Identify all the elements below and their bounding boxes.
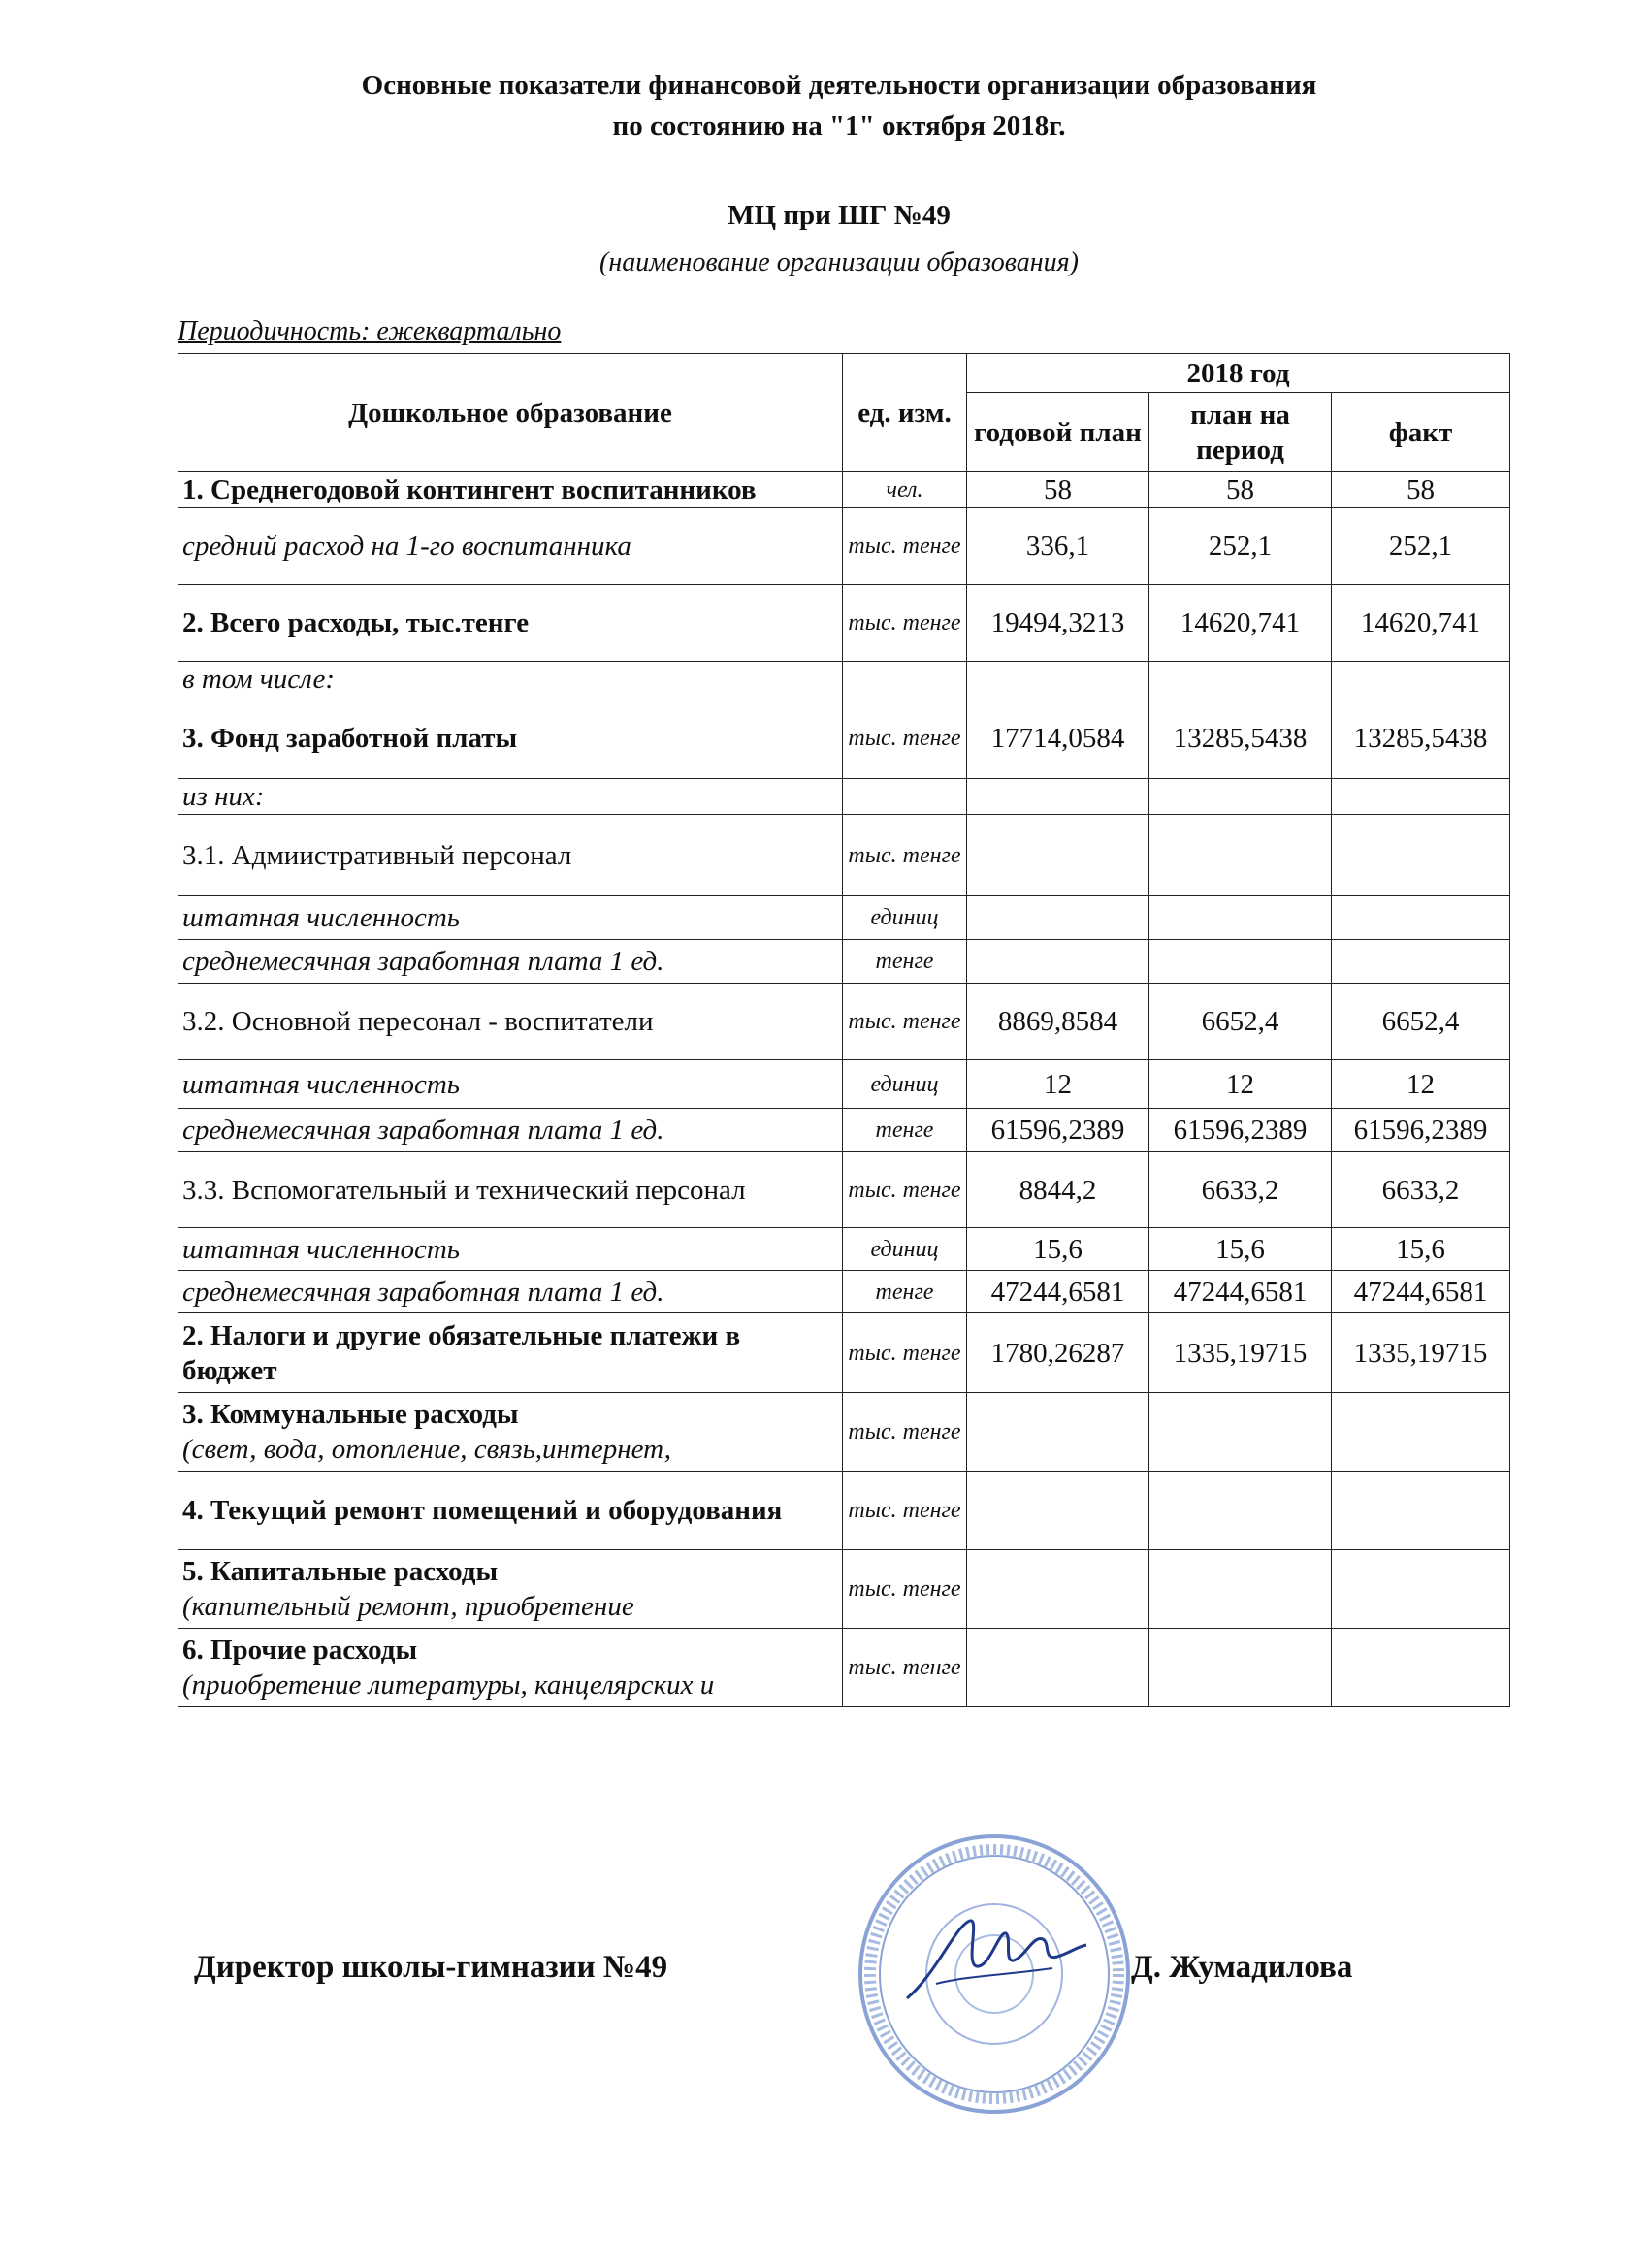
header-year: 2018 год — [967, 354, 1510, 393]
row-unit: тенге — [843, 1109, 967, 1152]
row-unit: тыс. тенге — [843, 984, 967, 1060]
cell-fact — [1332, 940, 1510, 984]
row-name: 3.1. Адмиистративный персонал — [178, 815, 843, 896]
row-name: 3. Фонд заработной платы — [178, 697, 843, 779]
financial-table — [178, 353, 1510, 1707]
cell-annual — [967, 815, 1149, 896]
cell-period — [1149, 1629, 1332, 1707]
row-name-main: 3. Коммунальные расходы — [182, 1399, 519, 1430]
director-title: Директор школы-гимназии №49 — [194, 1950, 668, 1985]
cell-fact: 61596,2389 — [1332, 1109, 1510, 1152]
cell-period: 47244,6581 — [1149, 1271, 1332, 1313]
row-unit: тенге — [843, 940, 967, 984]
table-row — [178, 508, 1510, 585]
row-unit: тыс. тенге — [843, 697, 967, 779]
row-name-main: 6. Прочие расходы — [182, 1635, 418, 1666]
cell-period: 61596,2389 — [1149, 1109, 1332, 1152]
cell-fact: 14620,741 — [1332, 585, 1510, 662]
cell-annual: 19494,3213 — [967, 585, 1149, 662]
cell-annual: 17714,0584 — [967, 697, 1149, 779]
cell-fact — [1332, 1393, 1510, 1472]
row-name-sub: (приобретение литературы, канцелярских и — [182, 1669, 715, 1701]
cell-fact: 252,1 — [1332, 508, 1510, 585]
row-name: штатная численность — [178, 1228, 843, 1271]
cell-period — [1149, 1550, 1332, 1629]
document-title: Основные показатели финансовой деятельности организации образования — [361, 70, 1317, 101]
row-unit: тыс. тенге — [843, 1472, 967, 1550]
cell-annual — [967, 940, 1149, 984]
cell-period: 1335,19715 — [1149, 1313, 1332, 1393]
row-name — [178, 1550, 843, 1629]
cell-fact — [1332, 779, 1510, 815]
row-name-sub: (капительный ремонт, приобретение — [182, 1591, 634, 1622]
cell-period: 6652,4 — [1149, 984, 1332, 1060]
cell-annual: 61596,2389 — [967, 1109, 1149, 1152]
cell-period: 15,6 — [1149, 1228, 1332, 1271]
cell-annual — [967, 779, 1149, 815]
cell-period: 13285,5438 — [1149, 697, 1332, 779]
table-row — [178, 1472, 1510, 1550]
row-unit: тыс. тенге — [843, 585, 967, 662]
row-unit: тыс. тенге — [843, 815, 967, 896]
row-unit — [843, 662, 967, 697]
table-row — [178, 984, 1510, 1060]
header-name: Дошкольное образование — [178, 354, 843, 472]
row-name — [178, 1629, 843, 1707]
cell-annual: 12 — [967, 1060, 1149, 1109]
table-row — [178, 815, 1510, 896]
row-name: 3.2. Основной пересонал - воспитатели — [178, 984, 843, 1060]
cell-period — [1149, 1393, 1332, 1472]
cell-fact: 1335,19715 — [1332, 1313, 1510, 1393]
table-row — [178, 779, 1510, 815]
cell-annual: 8869,8584 — [967, 984, 1149, 1060]
row-name: 2. Налоги и другие обязательные платежи в бюджет — [178, 1313, 843, 1393]
cell-annual: 47244,6581 — [967, 1271, 1149, 1313]
row-name: 4. Текущий ремонт помещений и оборудования — [178, 1472, 843, 1550]
row-unit: единиц — [843, 1228, 967, 1271]
cell-fact — [1332, 815, 1510, 896]
document-date: по состоянию на "1" октября 2018г. — [612, 111, 1066, 142]
cell-fact: 58 — [1332, 472, 1510, 508]
header-annual: годовой план — [967, 393, 1149, 472]
cell-fact — [1332, 1472, 1510, 1550]
periodicity: Периодичность: ежеквартально — [178, 316, 562, 346]
cell-annual — [967, 1550, 1149, 1629]
row-name: 1. Среднегодовой контингент воспитанников — [178, 472, 843, 508]
row-unit: тенге — [843, 1271, 967, 1313]
row-unit: тыс. тенге — [843, 1550, 967, 1629]
row-unit: тыс. тенге — [843, 508, 967, 585]
row-name: штатная численность — [178, 1060, 843, 1109]
cell-period: 252,1 — [1149, 508, 1332, 585]
cell-fact: 12 — [1332, 1060, 1510, 1109]
cell-annual: 1780,26287 — [967, 1313, 1149, 1393]
row-unit: тыс. тенге — [843, 1313, 967, 1393]
cell-annual: 15,6 — [967, 1228, 1149, 1271]
cell-period: 6633,2 — [1149, 1152, 1332, 1228]
header-fact: факт — [1332, 393, 1510, 472]
cell-period: 12 — [1149, 1060, 1332, 1109]
row-name: 2. Всего расходы, тыс.тенге — [178, 585, 843, 662]
table-row — [178, 1313, 1510, 1393]
table-row — [178, 1060, 1510, 1109]
row-name: средний расход на 1-го воспитанника — [178, 508, 843, 585]
director-signature — [897, 1906, 1091, 2013]
cell-fact — [1332, 896, 1510, 940]
table-row — [178, 896, 1510, 940]
table-row — [178, 1629, 1510, 1707]
table-row — [178, 1152, 1510, 1228]
row-name: в том числе: — [178, 662, 843, 697]
table-row — [178, 662, 1510, 697]
table-row — [178, 585, 1510, 662]
row-name: штатная численность — [178, 896, 843, 940]
cell-annual — [967, 1393, 1149, 1472]
table-row — [178, 1109, 1510, 1152]
director-name: Д. Жумадилова — [1131, 1950, 1353, 1985]
row-name: среднемесячная заработная плата 1 ед. — [178, 940, 843, 984]
cell-annual — [967, 1472, 1149, 1550]
header-period: план на период — [1149, 393, 1332, 472]
row-name: из них: — [178, 779, 843, 815]
table-row — [178, 1393, 1510, 1472]
row-name-sub: (свет, вода, отопление, связь,интернет, — [182, 1434, 672, 1465]
cell-period: 14620,741 — [1149, 585, 1332, 662]
cell-period — [1149, 779, 1332, 815]
organization-note: (наименование организации образования) — [599, 247, 1079, 277]
table-row — [178, 697, 1510, 779]
cell-annual: 8844,2 — [967, 1152, 1149, 1228]
cell-period — [1149, 1472, 1332, 1550]
table-row — [178, 1550, 1510, 1629]
cell-fact: 15,6 — [1332, 1228, 1510, 1271]
cell-fact — [1332, 662, 1510, 697]
row-name: среднемесячная заработная плата 1 ед. — [178, 1271, 843, 1313]
row-unit: чел. — [843, 472, 967, 508]
cell-fact — [1332, 1629, 1510, 1707]
table-row — [178, 940, 1510, 984]
cell-period — [1149, 815, 1332, 896]
cell-period: 58 — [1149, 472, 1332, 508]
row-name — [178, 1393, 843, 1472]
row-unit: тыс. тенге — [843, 1629, 967, 1707]
cell-period — [1149, 662, 1332, 697]
cell-period — [1149, 896, 1332, 940]
row-unit: единиц — [843, 896, 967, 940]
header-unit: ед. изм. — [843, 354, 967, 472]
cell-annual — [967, 896, 1149, 940]
cell-fact: 13285,5438 — [1332, 697, 1510, 779]
cell-annual: 336,1 — [967, 508, 1149, 585]
cell-fact — [1332, 1550, 1510, 1629]
row-unit: тыс. тенге — [843, 1152, 967, 1228]
cell-fact: 6652,4 — [1332, 984, 1510, 1060]
row-name-main: 5. Капитальные расходы — [182, 1556, 499, 1587]
cell-annual — [967, 1629, 1149, 1707]
cell-period — [1149, 940, 1332, 984]
cell-annual — [967, 662, 1149, 697]
cell-annual: 58 — [967, 472, 1149, 508]
cell-fact: 47244,6581 — [1332, 1271, 1510, 1313]
row-unit — [843, 779, 967, 815]
cell-fact: 6633,2 — [1332, 1152, 1510, 1228]
row-unit: единиц — [843, 1060, 967, 1109]
table-row — [178, 1271, 1510, 1313]
row-unit: тыс. тенге — [843, 1393, 967, 1472]
table-body — [178, 472, 1510, 1707]
table-row — [178, 1228, 1510, 1271]
row-name: 3.3. Вспомогательный и технический персонал — [178, 1152, 843, 1228]
row-name: среднемесячная заработная плата 1 ед. — [178, 1109, 843, 1152]
organization-name: МЦ при ШГ №49 — [728, 200, 951, 231]
table-row — [178, 472, 1510, 508]
